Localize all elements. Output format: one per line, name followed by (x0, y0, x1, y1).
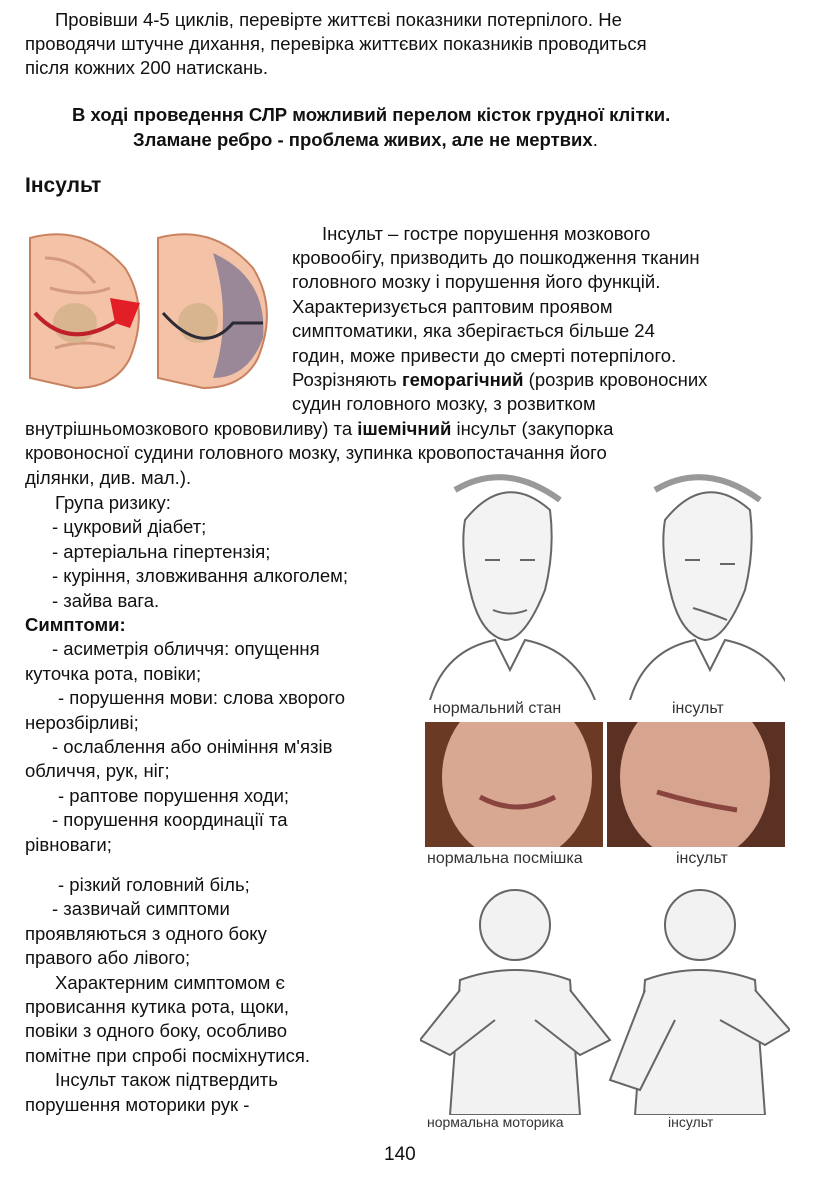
definition-line: кровоносної судини головного мозку, зупинка кровопостачання його (25, 442, 607, 463)
symptom-line: проявляються з одного боку (25, 922, 267, 944)
definition-line: судин головного мозку, з розвитком (292, 393, 596, 414)
symptom-line: порушення моторики рук - (25, 1093, 250, 1115)
brain-stroke-illustration (25, 228, 285, 393)
term-ischemic: ішемічний (357, 418, 452, 439)
risk-item: - зайва вага. (52, 589, 160, 611)
symptom-line: - асиметрія обличчя: опущення (52, 638, 320, 660)
risk-item: - артеріальна гіпертензія; (52, 540, 271, 562)
symptom-line: правого або лівого; (25, 947, 191, 969)
definition-line: годин, може привести до смерті потерпілого. (292, 345, 677, 366)
arms-stroke-icon (610, 890, 790, 1115)
definition-line: ділянки, див. мал.). (25, 467, 192, 488)
smile-stroke-photo (607, 722, 785, 847)
definition-line: симптоматики, яка зберігається більше 24 (292, 320, 655, 341)
text: інсульт (закупорка (451, 418, 614, 439)
intro-line: після кожних 200 натискань. (25, 57, 268, 78)
face-stroke-icon (630, 477, 785, 700)
face-normal-icon (430, 477, 595, 700)
symptom-line: нерозбірливі; (25, 711, 139, 733)
symptom-line: Інсульт також підтвердить (55, 1069, 278, 1091)
intro-line: Провівши 4-5 циклів, перевірте життєві показники потерпілого. Не (55, 9, 622, 30)
caption-smile-normal: нормальна посмішка (427, 850, 583, 867)
symptom-line: - порушення мови: слова хворого (58, 687, 346, 709)
symptom-line: - раптове порушення ходи; (58, 784, 290, 806)
definition-line: Інсульт – гостре порушення мозкового (322, 223, 651, 244)
smile-photos (425, 722, 785, 847)
symptom-line: обличчя, рук, ніг; (25, 760, 170, 782)
symptom-line: - зазвичай симптоми (52, 898, 230, 920)
caption-smile-stroke: інсульт (676, 850, 728, 867)
arm-motor-sketches (420, 880, 790, 1115)
text: Розрізняють (292, 369, 402, 390)
symptom-line: повіки з одного боку, особливо (25, 1020, 288, 1042)
symptom-line: провисання кутика рота, щоки, (25, 996, 290, 1017)
definition-line: Характеризується раптовим проявом (292, 296, 613, 317)
warning-line (133, 128, 598, 152)
warning-text: Зламане ребро - проблема живих, але не мертвих (133, 129, 593, 150)
warning-line: В ході проведення СЛР можливий перелом кісток грудної клітки. (72, 104, 671, 125)
caption-face-stroke: інсульт (672, 700, 724, 717)
text: внутрішньомозкового крововиливу) та (25, 418, 358, 439)
intro-line: проводячи штучне дихання, перевірка життєвих показників проводиться (25, 33, 647, 54)
section-heading: Інсульт (25, 174, 102, 197)
page-number: 140 (384, 1144, 416, 1165)
symptom-line: - порушення координації та (52, 809, 288, 831)
brain-hemorrhagic-icon (30, 234, 140, 388)
symptoms-title: Симптоми: (25, 614, 126, 635)
symptom-line: куточка рота, повіки; (25, 662, 202, 684)
definition-line: головного мозку і порушення його функцій. (292, 271, 661, 292)
symptom-line: - ослаблення або оніміння м'язів (52, 736, 333, 757)
definition-line (25, 417, 613, 441)
risk-item: - куріння, зловживання алкоголем; (52, 565, 349, 587)
risk-item: - цукровий діабет; (52, 516, 207, 538)
smile-normal-photo (425, 722, 603, 847)
risk-group-title: Група ризику: (55, 492, 171, 513)
definition-line (292, 368, 707, 392)
face-sketches (425, 470, 785, 700)
caption-arms-normal: нормальна моторика (427, 1114, 564, 1130)
symptom-line: - різкий головний біль; (58, 874, 250, 895)
caption-face-normal: нормальний стан (433, 700, 562, 717)
term-hemorrhagic: геморагічний (401, 369, 524, 390)
symptom-line: Характерним симптомом є (55, 971, 285, 993)
definition-line: кровообігу, призводить до пошкодження тканин (292, 247, 700, 268)
arms-normal-icon (420, 890, 610, 1115)
symptom-line: рівноваги; (25, 833, 112, 855)
text: (розрив кровоносних (523, 369, 708, 390)
caption-arms-stroke: інсульт (668, 1114, 714, 1130)
warning-period: . (592, 129, 598, 150)
brain-ischemic-icon (158, 234, 267, 388)
symptom-line: помітне при спробі посміхнутися. (25, 1044, 311, 1066)
